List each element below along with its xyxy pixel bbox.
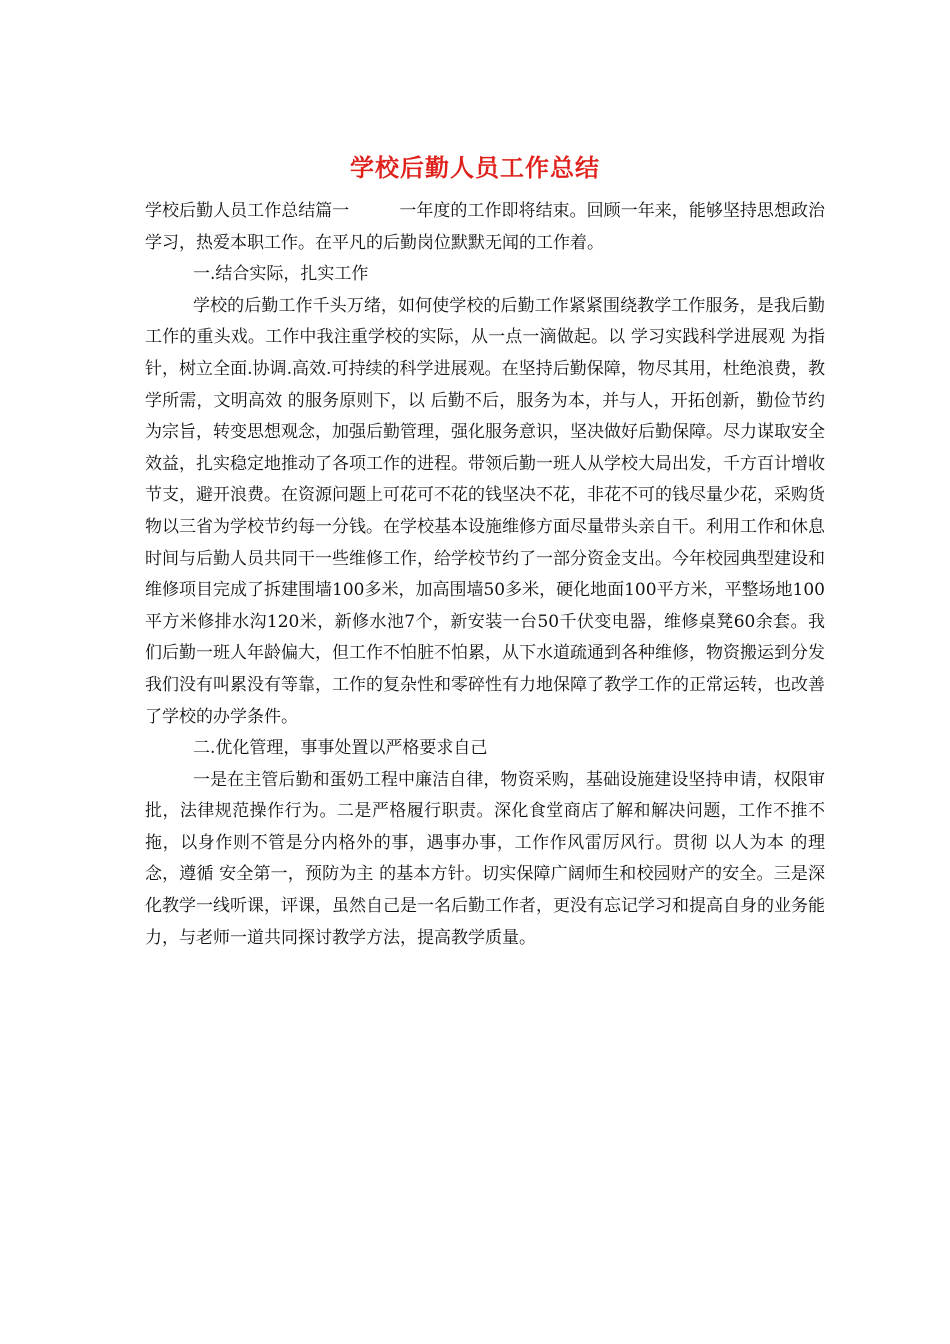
section2-heading: 二.优化管理，事事处置以严格要求自己 — [193, 738, 488, 759]
section2-paragraph: 一是在主管后勤和蛋奶工程中廉洁自律，物资采购，基础设施建设坚持申请，权限审批，法律规范操作行为。二是严格履行职责。深化食堂商店了解和解决问题，工作不推不拖，以身作则不管是分内格外的事，遇事办事，工作作风雷厉风行。贯彻 以人为本 的理念，遵循 安全第一，预防为主 的基本方针。切实保障广阔师生和校园财产的安全。三是深化教学一线听课，评课，虽然自己是一名后勤工作者，更没有忘记学习和提高自身的业务能力，与老师一道共同探讨教学方法，提高教学质量。 — [145, 769, 825, 948]
section1-heading: 一.结合实际，扎实工作 — [193, 264, 369, 285]
intro-label: 学校后勤人员工作总结篇一 — [145, 201, 350, 221]
document-title: 学校后勤人员工作总结 — [350, 153, 600, 182]
section1-paragraph: 学校的后勤工作千头万绪，如何使学校的后勤工作紧紧围绕教学工作服务，是我后勤工作的重头戏。工作中我注重学校的实际，从一点一滴做起。以 学习实践科学进展观 为指针，树立全面.协调.高效.可持续的科学进展观。在坚持后勤保障，物尽其用，杜绝浪费，教学所需，文明高效 的服务原则下，以 后勤不后，服务为本，并与人，开拓创新，勤俭节约 为宗旨，转变思想观念，加强后勤管理，强化服务意识，坚决做好后勤保障。尽力谋取安全效益，扎实稳定地推动了各项工作的进程。带领后勤一班人从学校大局出发，千方百计增收节支，避开浪费。在资源问题上可花可不花的钱坚决不花，非花不可的钱尽量少花，采购货物以三省为学校节约每一分钱。在学校基本设施维修方面尽量带头亲自干。利用工作和休息时间与后勤人员共同干一些维修工作，给学校节约了一部分资金支出。今年校园典型建设和维修项目完成了拆建围墙100多米，加高围墙50多米，硬化地面100平方米，平整场地100平方米修排水沟120米，新修水池7个，新安装一台50千伏变电器，维修桌凳60余套。我们后勤一班人年龄偏大，但工作不怕脏不怕累，从下水道疏通到各种维修，物资搬运到分发我们没有叫累没有等靠，工作的复杂性和零碎性有力地保障了教学工作的正常运转，也改善了学校的办学条件。 — [145, 295, 825, 727]
intro-paragraph — [145, 196, 825, 259]
intro-text: 一年度的工作即将结束。回顾一年来，能够坚持思想政治学习，热爱本职工作。在平凡的后勤岗位默默无闻的工作着。 — [145, 201, 826, 253]
document-body — [145, 196, 825, 954]
